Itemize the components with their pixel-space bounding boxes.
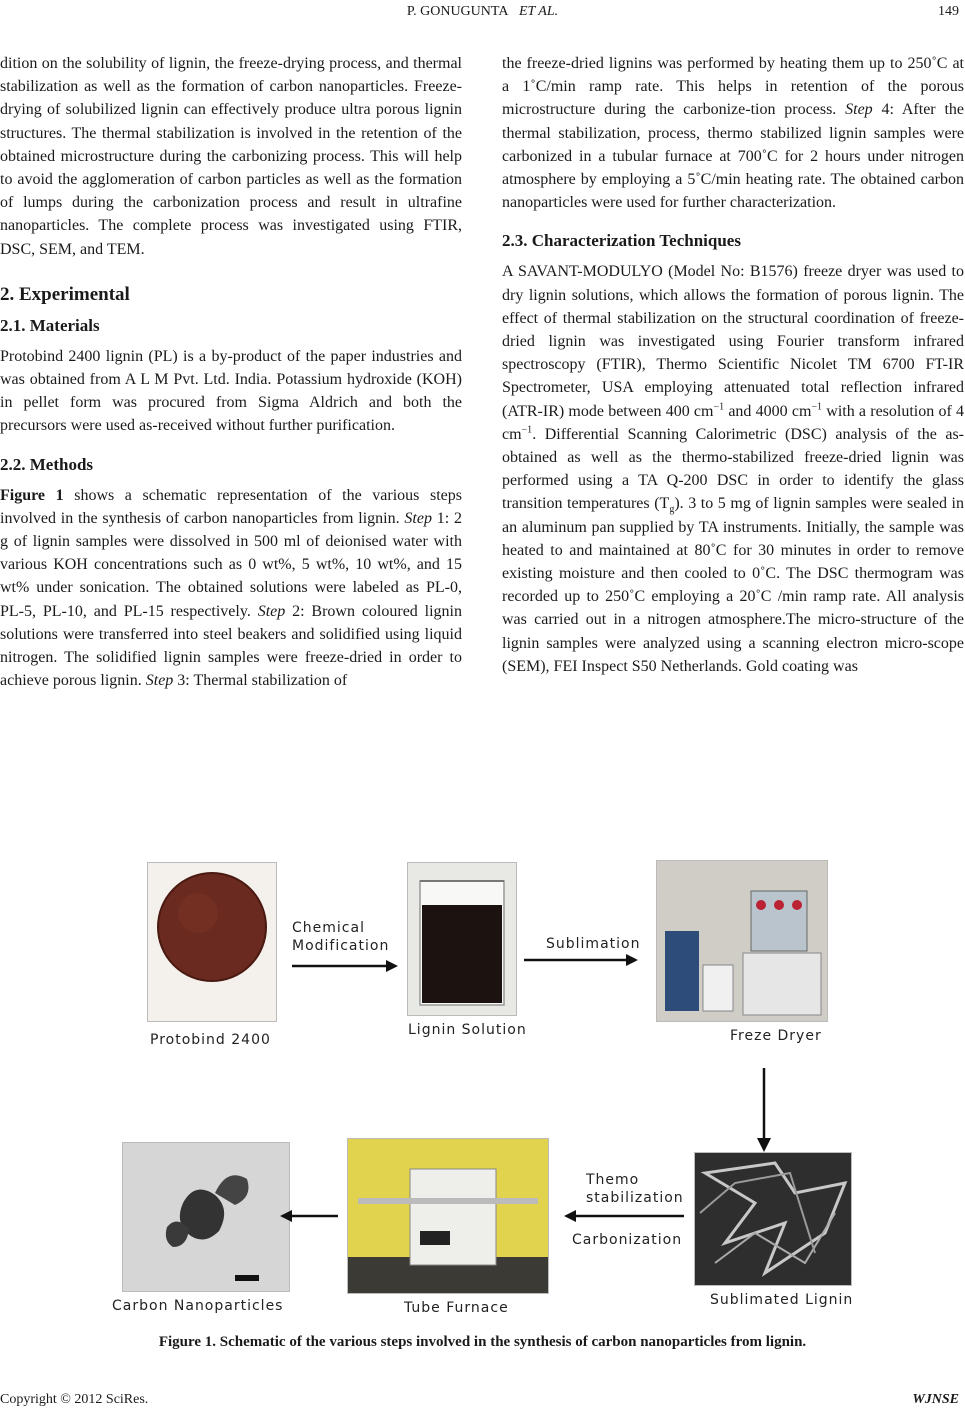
figure-reference[interactable]: Figure 1: [0, 486, 64, 504]
sem-image: [695, 1153, 851, 1285]
figure-caption: Figure 1. Schematic of the various steps involved in the synthesis of carbon nanoparticles from lignin.: [158, 1334, 807, 1350]
section-heading-experimental: 2. Experimental: [0, 283, 130, 305]
lignin-powder-image: [148, 863, 276, 1021]
tube-furnace-photo: [347, 1138, 549, 1294]
tube-furnace-image: [348, 1139, 548, 1293]
methods-continued-paragraph: the freeze-dried lignins was performed by heating them up to 250˚C at a 1˚C/min ramp rate. This helps in retention of the porous microstructure during the carbonize-tion process. Step 4: After the thermal stabilization, process, thermo stabilized lignin samples were carbonized in a tubular furnace at 700˚C for 2 hours under nitrogen atmosphere by employing a 5˚C/min heating rate. The obtained carbon nanoparticles were used for further characterization.: [502, 55, 965, 212]
intro-paragraph: dition on the solubility of lignin, the freeze-drying process, and thermal stabilization as well as the formation of carbon nanoparticles. Freeze-drying of solubilized lignin can effectively produce ultra porous lignin structures. The thermal stabilization is involved in the retention of the obtained microstructure during the carbonizing process. This will help to avoid the agglomeration of carbon particles as well as the formation of lumps during the carbonization process and result in ultrafine nanoparticles. The complete process was investigated using FTIR, DSC, SEM, and TEM.: [0, 55, 462, 258]
page-header: [0, 4, 965, 26]
tube-furnace-label: Tube Furnace: [404, 1300, 509, 1316]
figure-1-schematic: [100, 860, 880, 1330]
thermo-label: Themo: [586, 1172, 640, 1188]
down-arrow-icon: [752, 1066, 776, 1156]
characterization-paragraph: A SAVANT-MODULYO (Model No: B1576) freeze dryer was used to dry lignin solutions, which allows the formation of porous lignin. The effect of thermal stabilization on the structural coordination of freeze-dried lignin was investigated using Fourier transform infrared spectroscopy (FTIR), Thermo Scientific Nicolet TM 6700 FT-IR Spectrometer, USA employing attenuated total reflection infrared (ATR-IR) mode between 400 $cm^{-1}$ and 4000 $cm^{-1}$ with a resolution of 4 $cm^{-1}$. Differential Scanning Calorimetric (DSC) analysis of the as-obtained as well as the thermo-stabilized freeze-dried lignin was performed using a TA Q-200 DSC in order to identify the glass transition temperatures $(T_g)$. 3 to 5 mg of lignin samples were sealed in an aluminum pan supplied by TA instruments. Initially, the sample was heated to and maintained at 80˚C for 30 minutes in order to remove existing moisture and then cooled to 0˚C. The DSC thermogram was recorded up to 250˚C employing a 20˚C /min ramp rate. All analysis was carried out in a nitrogen atmosphere.The micro-structure of the lignin samples were analyzed using a scanning electron micro-scope (SEM), FEI Inspect S50 Netherlands. Gold coating was: [502, 263, 964, 675]
running-author: P. GONUGUNTA ET AL.: [406, 4, 559, 19]
page-footer: [0, 1392, 965, 1412]
journal-name: WJNSE: [912, 1392, 959, 1407]
lignin-solution-label: Lignin Solution: [408, 1022, 527, 1038]
beaker-image: [408, 863, 516, 1015]
modification-label: Modification: [292, 938, 390, 954]
subsection-heading-characterization: 2.3. Characterization Techniques: [502, 231, 741, 251]
carbon-nanoparticles-photo: [122, 1142, 290, 1292]
copyright-notice: Copyright © 2012 SciRes.: [0, 1392, 149, 1407]
tem-image: [123, 1143, 289, 1291]
carbonization-arrow-icon: [560, 1206, 688, 1226]
freeze-dryer-label: Freze Dryer: [730, 1028, 822, 1044]
materials-paragraph: Protobind 2400 lignin (PL) is a by-product of the paper industries and was obtained from A L M Pvt. Ltd. India. Potassium hydroxide (KOH) in pellet form was procured from Sigma Aldrich and both the precursors were used as-received without further purification.: [0, 347, 462, 435]
stabilization-label: stabilization: [586, 1190, 684, 1206]
chemical-arrow-icon: [290, 956, 400, 976]
protobind-label: Protobind 2400: [150, 1032, 271, 1048]
sublimated-lignin-label: Sublimated Lignin: [710, 1292, 854, 1308]
subsection-heading-materials: 2.1. Materials: [0, 315, 100, 335]
chemical-label: Chemical: [292, 920, 365, 936]
sublimated-lignin-photo: [694, 1152, 852, 1286]
carbon-nanoparticles-label: Carbon Nanoparticles: [112, 1298, 284, 1314]
left-column: [0, 52, 462, 692]
sublimation-arrow-icon: [522, 950, 642, 970]
freeze-dryer-photo: [656, 860, 828, 1022]
right-column: [502, 52, 964, 678]
sublimation-label: Sublimation: [546, 936, 641, 952]
lignin-solution-photo: [407, 862, 517, 1016]
methods-paragraph: Figure 1 shows a schematic representation of the various steps involved in the synthesis of carbon nanoparticles from lignin. Step 1: 2 g of lignin samples were dissolved in 500 ml of deionised water with various KOH concentrations such as 0 wt%, 5 wt%, 10 wt%, and 15 wt% under sonication. The obtained solutions were labeled as PL-0, PL-5, PL-10, and PL-15 respectively. Step 2: Brown coloured lignin solutions were transferred into steel beakers and solidified using liquid nitrogen. The solidified lignin samples were freeze-dried in order to achieve porous lignin. Step 3: Thermal stabilization of: [0, 486, 463, 690]
left-arrow-icon: [276, 1206, 342, 1226]
carbonization-label: Carbonization: [572, 1232, 683, 1248]
freeze-dryer-image: [657, 861, 827, 1021]
subsection-heading-methods: 2.2. Methods: [0, 454, 94, 474]
page-number: 149: [938, 4, 959, 19]
protobind-photo: [147, 862, 277, 1022]
